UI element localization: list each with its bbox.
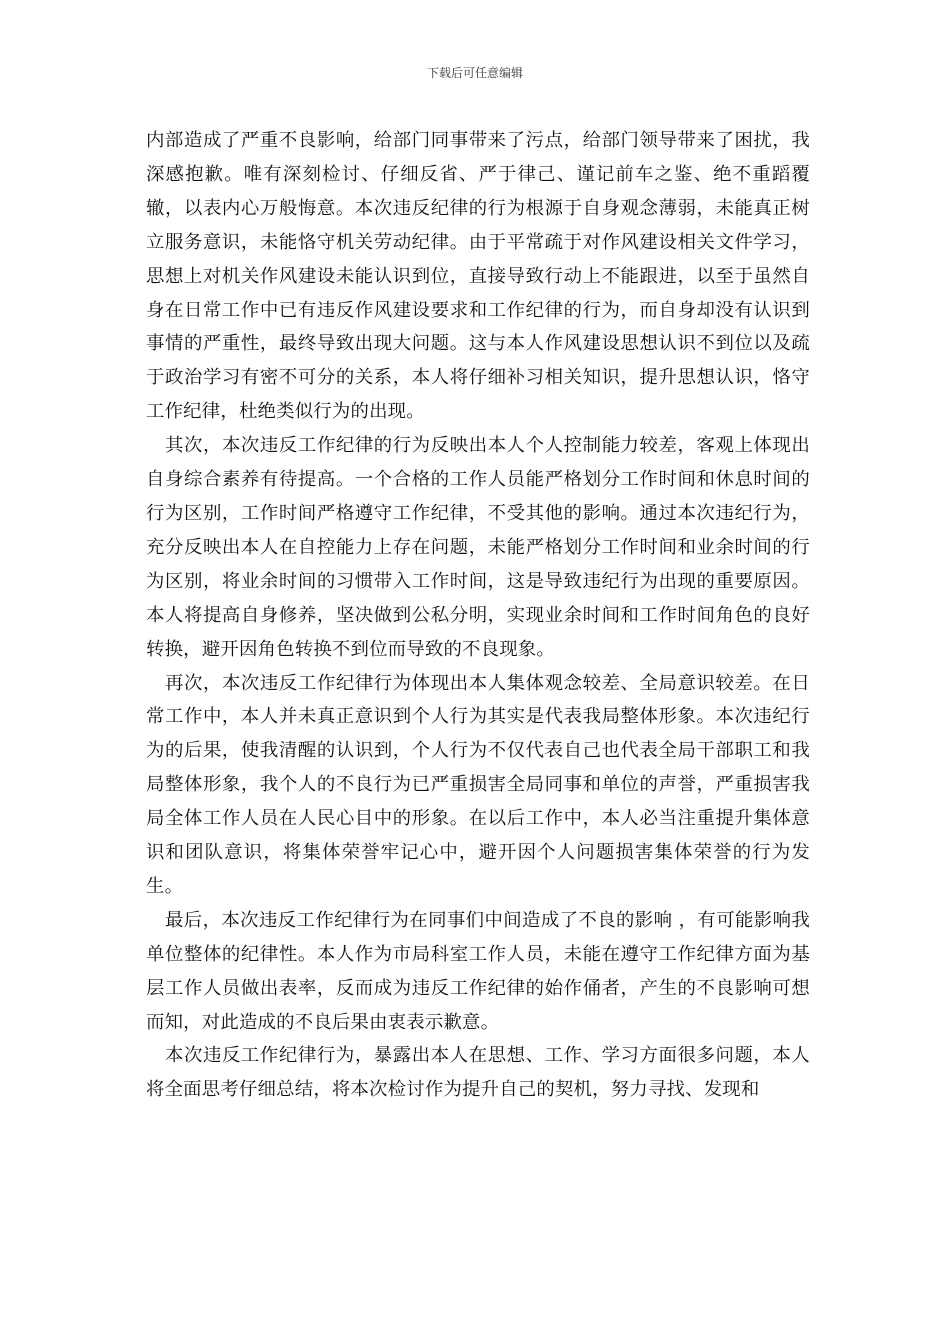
paragraph-1: 内部造成了严重不良影响，给部门同事带来了污点，给部门领导带来了困扰，我深感抱歉。唯有深刻检讨、仔细反省、严于律己、谨记前车之鉴、绝不重蹈覆辙，以表内心万般悔意。本次违反纪律的行为根源于自身观念薄弱，未能真正树立服务意识，未能恪守机关劳动纪律。由于平常疏于对作风建设相关文件学习，思想上对机关作风建设未能认识到位，直接导致行动上不能跟进，以至于虽然自身在日常工作中已有违反作风建设要求和工作纪律的行为，而自身却没有认识到事情的严重性，最终导致出现大问题。这与本人作风建设思想认识不到位以及疏于政治学习有密不可分的关系，本人将仔细补习相关知识，提升思想认识，恪守工作纪律，杜绝类似行为的出现。 xyxy=(146,130,810,423)
page-header-note: 下载后可任意编辑 xyxy=(426,66,523,80)
document-body xyxy=(146,124,810,1107)
paragraph-5: 本次违反工作纪律行为，暴露出本人在思想、工作、学习方面很多问题，本人将全面思考仔细总结，将本次检讨作为提升自己的契机，努力寻找、发现和 xyxy=(146,1045,810,1101)
paragraph-4: 最后，本次违反工作纪律行为在同事们中间造成了不良的影响 ，有可能影响我单位整体的纪律性。本人作为市局科室工作人员，未能在遵守工作纪律方面为基层工作人员做出表率，反而成为违反工作纪律的始作俑者，产生的不良影响可想而知，对此造成的不良后果由衷表示歉意。 xyxy=(146,909,810,1033)
paragraph-3: 再次，本次违反工作纪律行为体现出本人集体观念较差、全局意识较差。在日常工作中，本人并未真正意识到个人行为其实是代表我局整体形象。本次违纪行为的后果，使我清醒的认识到，个人行为不仅代表自己也代表全局干部职工和我局整体形象，我个人的不良行为已严重损害全局同事和单位的声誉，严重损害我局全体工作人员在人民心目中的形象。在以后工作中，本人必当注重提升集体意识和团队意识，将集体荣誉牢记心中，避开因个人问题损害集体荣誉的行为发生。 xyxy=(146,672,810,897)
paragraph-2: 其次，本次违反工作纪律的行为反映出本人个人控制能力较差，客观上体现出自身综合素养有待提高。一个合格的工作人员能严格划分工作时间和休息时间的行为区别，工作时间严格遵守工作纪律，不受其他的影响。通过本次违纪行为，充分反映出本人在自控能力上存在问题，未能严格划分工作时间和业余时间的行为区别，将业余时间的习惯带入工作时间，这是导致违纪行为出现的重要原因。本人将提高自身修养，坚决做到公私分明，实现业余时间和工作时间角色的良好转换，避开因角色转换不到位而导致的不良现象。 xyxy=(146,435,810,660)
